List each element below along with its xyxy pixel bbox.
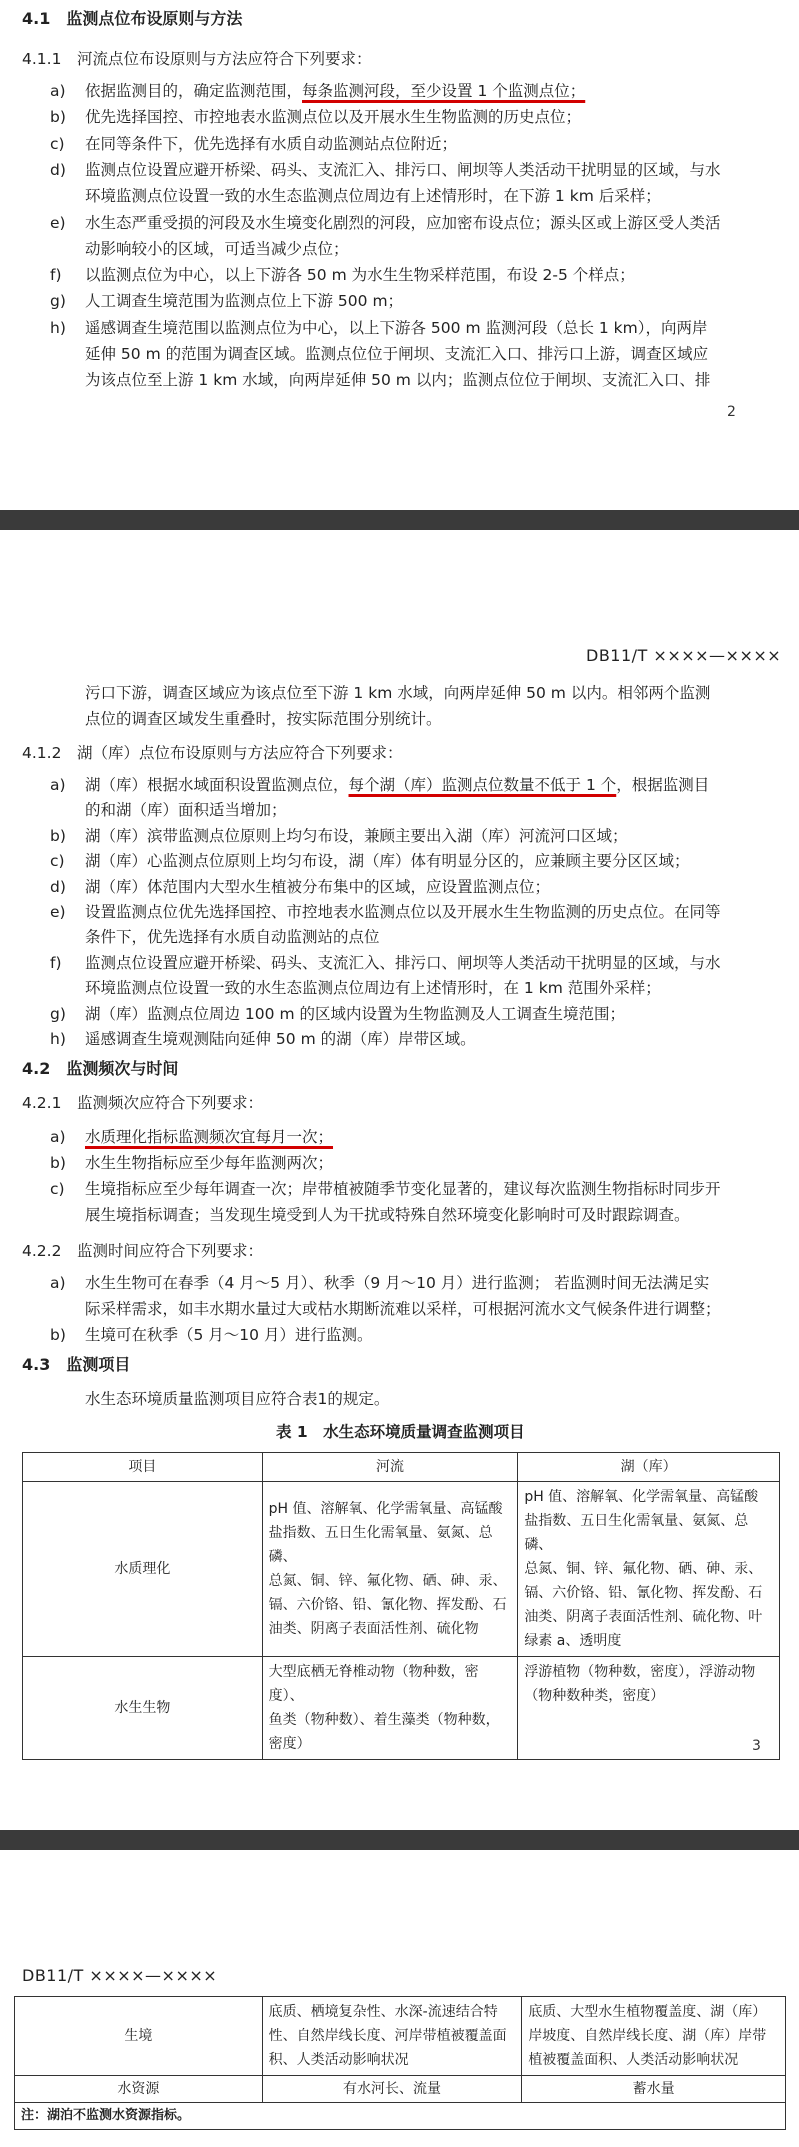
list-marker: e)	[50, 903, 66, 921]
running-header: DB11/T ××××—××××	[586, 646, 782, 665]
list-marker: a)	[50, 776, 66, 794]
text-span: 湖（库）根据水域面积设置监测点位，	[85, 776, 349, 794]
list-marker: f)	[50, 266, 62, 285]
text-span: 为该点位至上游 1 km 水域，向两岸延伸 50 m 以内；监测点位位于闸坝、支流汇入口、排	[85, 371, 711, 390]
list-item-text	[85, 1028, 476, 1050]
text-span: 际采样需求，如丰水期水量过大或枯水期断流难以采样，可根据河流水文气候条件进行调整；	[85, 1300, 721, 1318]
list-marker: b)	[50, 1154, 66, 1172]
list-marker: b)	[50, 108, 66, 127]
list-marker: c)	[50, 1180, 65, 1198]
text-span: 遥感调查生境范围以监测点位为中心，以上下游各 500 m 监测河段（总长 1 km），向两岸	[85, 318, 708, 337]
text-span: 生境可在秋季（5 月～10 月）进行监测。	[85, 1326, 373, 1344]
text-span: 延伸 50 m 的范围为调查区域。监测点位位于闸坝、支流汇入口、排污口上游，调查区域应	[85, 345, 709, 363]
list-item-text	[85, 238, 349, 260]
text-span: 动影响较小的区域，可适当减少点位；	[85, 239, 349, 258]
text-span: 湖（库）监测点位周边 100 m 的区域内设置为生物监测及人工调查生境范围；	[85, 1004, 625, 1023]
cell-line: 大型底栖无脊椎动物（物种数，密度）、	[268, 1664, 479, 1704]
list-marker: h)	[50, 318, 66, 337]
cell-line: 鱼类（物种数）、着生藻类（物种数，	[268, 1712, 500, 1728]
page-number: 3	[752, 1738, 761, 1754]
table-header-row	[23, 1453, 780, 1482]
list-marker: c)	[50, 134, 65, 153]
lake-cell: 蓄水量	[522, 2076, 786, 2103]
list-item-text	[85, 185, 661, 207]
clause-4-2-2: 4.2.2 监测时间应符合下列要求：	[22, 1242, 263, 1260]
text-span: 湖（库）心监测点位原则上均匀布设，湖（库）体有明显分区的，应兼顾主要分区区域；	[85, 852, 690, 871]
section-title-4-1: 4.1 监测点位布设原则与方法	[22, 9, 243, 28]
cell-line: 底质、大型水生植物覆盖度、湖（库）	[528, 2004, 767, 2020]
cell-line: 密度）	[268, 1736, 311, 1752]
page-separator	[0, 1830, 799, 1850]
text-span: 条件下，优先选择有水质自动监测站的点位	[85, 928, 380, 947]
text-span: 遥感调查生境观测陆向延伸 50 m 的湖（库）岸带区域。	[85, 1030, 476, 1048]
text-span: 水生生物可在春季（4 月～5 月）、秋季（9 月～10 月）进行监测； 若监测时间无法满足实	[85, 1274, 710, 1292]
cell-line: 浮游植物（物种数，密度），浮游动物	[524, 1664, 756, 1680]
list-item-text	[85, 1003, 625, 1025]
list-item-text	[85, 1324, 372, 1346]
clause-4-2-1: 4.2.1 监测频次应符合下列要求：	[22, 1094, 263, 1112]
list-marker: b)	[50, 826, 66, 845]
list-item-text	[85, 290, 403, 312]
cell-line: 镉、六价铬、铅、氰化物、挥发酚、石	[268, 1597, 507, 1613]
highlighted-text: 每个湖（库）监测点位数量不低于 1 个	[348, 776, 617, 794]
river-cell	[262, 1482, 518, 1657]
row-label: 水生生物	[23, 1657, 263, 1760]
cell-line: 积、人类活动影响状况	[268, 2052, 409, 2068]
table-note: 注：湖泊不监测水资源指标。	[15, 2103, 786, 2130]
list-item-text	[85, 799, 287, 821]
text-span: 人工调查生境范围为监测点位上下游 500 m；	[85, 292, 404, 311]
cell-line: 镉、六价铬、铅、氰化物、挥发酚、石	[524, 1585, 763, 1601]
text-span: 的和湖（库）面积适当增加；	[85, 801, 287, 820]
paragraph-4-3: 水生态环境质量监测项目应符合表1的规定。	[85, 1390, 390, 1408]
header-cell-item: 项目	[23, 1453, 263, 1482]
header-cell-river: 河流	[262, 1453, 518, 1482]
text-span: 环境监测点位设置一致的水生态监测点位周边有上述情形时，在 1 km 范围外采样；	[85, 979, 661, 998]
text-span: 水生生物指标应至少每年监测两次；	[85, 1154, 334, 1172]
cell-line: 植被覆盖面积、人类活动影响状况	[528, 2052, 739, 2068]
text-span: 依据监测目的，确定监测范围，	[85, 82, 303, 100]
list-item-text	[85, 343, 708, 365]
table-row	[23, 1657, 780, 1760]
list-item-text	[85, 159, 721, 181]
river-cell	[262, 1657, 518, 1760]
text-span: 设置监测点位优先选择国控、市控地表水监测点位以及开展水生生物监测的历史点位。在同等	[85, 903, 721, 921]
text-span: 以监测点位为中心，以上下游各 50 m 为水生生物采样范围，布设 2-5 个样点；	[85, 266, 635, 285]
list-item-text	[85, 977, 661, 999]
page-1	[0, 0, 799, 510]
table-row	[15, 1997, 786, 2076]
list-item-text	[85, 1152, 333, 1174]
text-span: 监测点位设置应避开桥梁、码头、支流汇入、排污口、闸坝等人类活动干扰明显的区域，与水	[85, 953, 721, 972]
cell-line: 油类、阴离子表面活性剂、硫化物、叶	[524, 1609, 763, 1625]
list-item-text	[85, 369, 710, 391]
text-span: 生境指标应至少每年调查一次；岸带植被随季节变化显著的，建议每次监测生物指标时同步开	[85, 1180, 721, 1198]
text-span: 湖（库）体范围内大型水生植被分布集中的区域，应设置监测点位；	[85, 877, 551, 896]
page-separator	[0, 510, 799, 530]
cell-line: 油类、阴离子表面活性剂、硫化物	[268, 1621, 479, 1637]
list-marker: h)	[50, 1030, 66, 1048]
list-item-text	[85, 876, 550, 898]
list-item-text	[85, 212, 721, 234]
row-label: 生境	[15, 1997, 263, 2076]
list-marker: a)	[50, 82, 66, 100]
list-item-text	[85, 106, 581, 128]
list-item-text	[85, 825, 628, 847]
highlighted-text: 水质理化指标监测频次宜每月一次；	[85, 1128, 334, 1146]
monitoring-items-table-continued	[14, 1996, 786, 2130]
list-item-text	[85, 1178, 721, 1200]
list-marker: g)	[50, 292, 66, 311]
text-span: 在同等条件下，优先选择有水质自动监测站点位附近；	[85, 134, 458, 153]
cell-line: pH 值、溶解氧、化学需氧量、高锰酸	[268, 1501, 503, 1517]
continuation-line-2: 点位的调查区域发生重叠时，按实际范围分别统计。	[85, 710, 442, 728]
list-item-text	[85, 850, 690, 872]
clause-4-1-1: 4.1.1 河流点位布设原则与方法应符合下列要求：	[22, 50, 372, 68]
list-item-text	[85, 1126, 333, 1148]
header-cell-lake: 湖（库）	[518, 1453, 780, 1482]
text-span: 优先选择国控、市控地表水监测点位以及开展水生生物监测的历史点位；	[85, 108, 582, 127]
river-cell	[262, 1997, 522, 2076]
cell-line: 总氮、铜、锌、氟化物、硒、砷、汞、	[268, 1573, 507, 1589]
cell-line: 岸坡度、自然岸线长度、湖（库）岸带	[528, 2028, 767, 2044]
cell-line: （物种数种类，密度）	[524, 1688, 665, 1704]
list-item-text	[85, 926, 380, 948]
page-2	[0, 530, 799, 1830]
running-header: DB11/T ××××—××××	[22, 1966, 218, 1985]
row-label: 水资源	[15, 2076, 263, 2103]
list-item-text	[85, 1272, 709, 1294]
list-item-text	[85, 1298, 721, 1320]
list-marker: b)	[50, 1326, 66, 1344]
page-number: 2	[727, 404, 736, 420]
list-marker: d)	[50, 877, 66, 896]
monitoring-items-table	[22, 1452, 780, 1760]
list-item-text	[85, 952, 721, 974]
cell-line: pH 值、溶解氧、化学需氧量、高锰酸	[524, 1489, 759, 1505]
cell-line: 绿素 a、透明度	[524, 1633, 622, 1649]
list-item-text	[85, 317, 708, 339]
clause-4-1-2: 4.1.2 湖（库）点位布设原则与方法应符合下列要求：	[22, 744, 403, 762]
text-span: 环境监测点位设置一致的水生态监测点位周边有上述情形时，在下游 1 km 后采样；	[85, 187, 661, 206]
list-marker: f)	[50, 953, 62, 972]
list-item-text	[85, 264, 635, 286]
table-row	[15, 2076, 786, 2103]
text-span: 湖（库）滨带监测点位原则上均匀布设，兼顾主要出入湖（库）河流河口区域；	[85, 826, 628, 845]
list-marker: g)	[50, 1004, 66, 1023]
list-marker: e)	[50, 213, 66, 232]
list-item-text	[85, 80, 585, 102]
list-marker: c)	[50, 852, 65, 871]
list-item-text	[85, 133, 457, 155]
row-label: 水质理化	[23, 1482, 263, 1657]
river-cell: 有水河长、流量	[262, 2076, 522, 2103]
list-item-text	[85, 901, 721, 923]
cell-line: 底质、栖境复杂性、水深-流速结合特	[268, 2004, 498, 2020]
list-item-text	[85, 1204, 690, 1226]
list-marker: a)	[50, 1274, 66, 1292]
section-title-4-3: 4.3 监测项目	[22, 1355, 131, 1374]
text-span: ，根据监测目	[616, 776, 710, 794]
cell-line: 盐指数、五日生化需氧量、氨氮、总磷、	[524, 1513, 749, 1553]
text-span: 监测点位设置应避开桥梁、码头、支流汇入、排污口、闸坝等人类活动干扰明显的区域，与水	[85, 160, 721, 179]
table-caption: 表 1 水生态环境质量调查监测项目	[276, 1423, 525, 1441]
page-3	[0, 1850, 799, 2147]
section-title-4-2: 4.2 监测频次与时间	[22, 1059, 179, 1078]
list-item-text	[85, 774, 709, 796]
list-marker: d)	[50, 160, 66, 179]
table-note-row	[15, 2103, 786, 2130]
cell-line: 性、自然岸线长度、河岸带植被覆盖面	[268, 2028, 507, 2044]
list-marker: a)	[50, 1128, 66, 1146]
cell-line: 总氮、铜、锌、氟化物、硒、砷、汞、	[524, 1561, 763, 1577]
lake-cell	[518, 1657, 780, 1760]
lake-cell	[522, 1997, 786, 2076]
text-span: 展生境指标调查；当发现生境受到人为干扰或特殊自然环境变化影响时可及时跟踪调查。	[85, 1206, 690, 1224]
cell-line: 盐指数、五日生化需氧量、氨氮、总磷、	[268, 1525, 493, 1565]
continuation-line-1: 污口下游，调查区域应为该点位至下游 1 km 水域，向两岸延伸 50 m 以内。相邻两个监测	[85, 684, 711, 702]
table-row	[23, 1482, 780, 1657]
lake-cell	[518, 1482, 780, 1657]
highlighted-text: 每条监测河段，至少设置 1 个监测点位；	[302, 82, 586, 100]
text-span: 水生态严重受损的河段及水生境变化剧烈的河段，应加密布设点位；源头区或上游区受人类活	[85, 213, 721, 232]
